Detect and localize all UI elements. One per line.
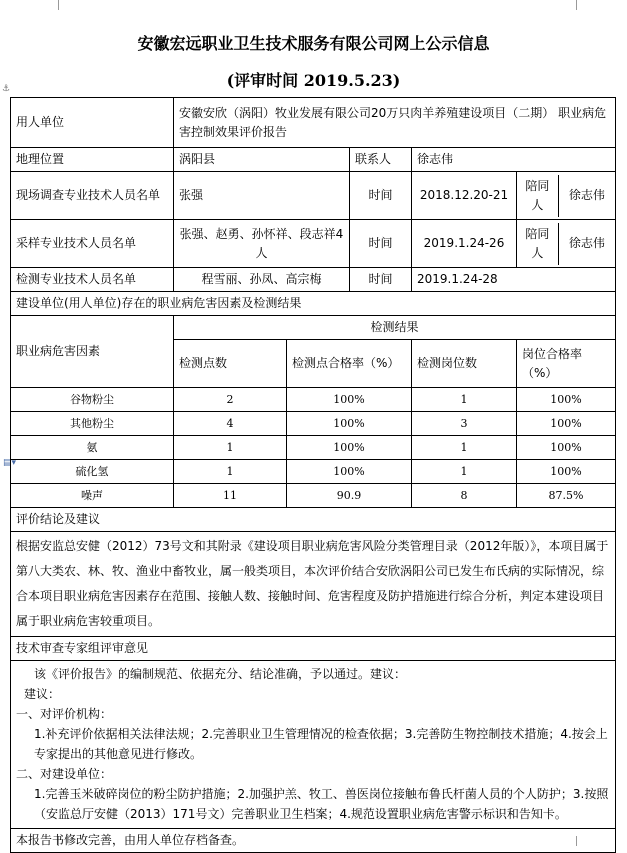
post-rate-cell: 100% <box>517 436 616 460</box>
posts-cell: 1 <box>412 388 517 412</box>
post-rate-cell: 100% <box>517 460 616 484</box>
points-cell: 1 <box>174 460 287 484</box>
detect-time-label: 时间 <box>350 268 412 292</box>
survey-label: 现场调查专业技术人员名单 <box>11 172 174 220</box>
col-posts-header: 检测岗位数 <box>412 340 517 388</box>
anchor-icon: ⚓ <box>2 84 11 94</box>
detect-value: 程雪丽、孙凤、高宗梅 <box>174 268 350 292</box>
survey-accompany-label: 陪同人 <box>517 175 558 217</box>
conclusion-text: 根据安监总安健（2012）73号文和其附录《建设项目职业病危害风险分类管理目录（2012年版）》，本项目属于第八大类农、林、牧、渔业中畜牧业，属一般类项目，本次评价结合安欣涡阳公司已发生布氏病的实际情况，综合本项目职业病危害因素存在范围、接触人数、接触时间、危害程度及防护措施进行综合分析，判定本建设项目属于职业病危害较重项目。 <box>11 532 616 637</box>
review-line-2: 建议： <box>24 687 61 701</box>
contact-label: 联系人 <box>350 148 412 172</box>
row-review-body <box>11 661 616 829</box>
row-conclusion-label <box>11 508 616 532</box>
row-geo <box>11 148 616 172</box>
row-result-header <box>11 316 616 340</box>
review-line-1: 该《评价报告》的编制规范、依据充分、结论准确，予以通过。建议： <box>34 667 407 681</box>
factor-cell: 硫化氢 <box>11 460 174 484</box>
post-rate-cell: 87.5% <box>517 484 616 508</box>
review-body <box>11 661 616 829</box>
result-header: 检测结果 <box>174 316 616 340</box>
post-rate-cell: 100% <box>517 388 616 412</box>
crop-mark-top-left <box>58 0 69 10</box>
points-cell: 11 <box>174 484 287 508</box>
row-conclusion-text <box>11 532 616 637</box>
factor-cell: 其他粉尘 <box>11 412 174 436</box>
sampling-accompany-cell <box>517 220 616 268</box>
row-final <box>11 829 616 853</box>
row-hazard-section <box>11 292 616 316</box>
point-rate-cell: 100% <box>287 412 412 436</box>
page-title: 安徽宏远职业卫生技术服务有限公司网上公示信息 <box>137 34 490 53</box>
survey-accompany-value: 徐志伟 <box>568 188 605 202</box>
table-row <box>11 436 616 460</box>
review-date-subtitle: (评审时间 2019.5.23) <box>226 71 401 90</box>
table-handle-icon[interactable]: ▤▾ <box>3 458 17 468</box>
point-rate-cell: 100% <box>287 436 412 460</box>
review-line-4: 1.补充评价依据相关法律法规；2.完善职业卫生管理情况的检查依据；3.完善防生物控制技术措施；4.按会上专家提出的其他意见进行修改。 <box>34 727 608 761</box>
hazard-section-label: 建设单位(用人单位)存在的职业病危害因素及检测结果 <box>11 292 616 316</box>
row-survey <box>11 172 616 220</box>
table-row <box>11 412 616 436</box>
posts-cell: 8 <box>412 484 517 508</box>
points-cell: 1 <box>174 436 287 460</box>
sampling-accompany-value: 徐志伟 <box>568 236 605 250</box>
row-sampling <box>11 220 616 268</box>
row-unit <box>11 98 616 148</box>
review-label: 技术审查专家组评审意见 <box>11 637 616 661</box>
point-rate-cell: 100% <box>287 388 412 412</box>
points-cell: 4 <box>174 412 287 436</box>
sampling-time: 2019.1.24-26 <box>412 220 517 268</box>
sampling-accompany-label: 陪同人 <box>517 223 558 265</box>
final-text: 本报告书修改完善，由用人单位存档备查。 <box>11 829 616 853</box>
review-line-5: 二、对建设单位： <box>16 767 113 781</box>
conclusion-label: 评价结论及建议 <box>11 508 616 532</box>
col-point-rate-header: 检测点合格率（%） <box>287 340 412 388</box>
survey-time-label: 时间 <box>350 172 412 220</box>
survey-value: 张强 <box>174 172 350 220</box>
sampling-time-label: 时间 <box>350 220 412 268</box>
unit-label: 用人单位 <box>11 98 174 148</box>
row-detect <box>11 268 616 292</box>
col-points-header: 检测点数 <box>174 340 287 388</box>
survey-accompany-cell <box>517 172 616 220</box>
posts-cell: 1 <box>412 460 517 484</box>
table-row <box>11 460 616 484</box>
unit-value: 安徽安欣（涡阳）牧业发展有限公司20万只肉羊养殖建设项目（二期） 职业病危害控制效果评价报告 <box>174 98 616 148</box>
sampling-value: 张强、赵勇、孙怀祥、段志祥4人 <box>174 220 350 268</box>
factor-cell: 谷物粉尘 <box>11 388 174 412</box>
factor-cell: 噪声 <box>11 484 174 508</box>
detect-label: 检测专业技术人员名单 <box>11 268 174 292</box>
factor-cell: 氨 <box>11 436 174 460</box>
review-line-3: 一、对评价机构： <box>16 707 113 721</box>
point-rate-cell: 90.9 <box>287 484 412 508</box>
crop-mark-top-right <box>566 0 577 10</box>
review-line-6: 1.完善玉米破碎岗位的粉尘防护措施；2.加强护羔、牧工、兽医岗位接触布鲁氏杆菌人员的个人防护；3.按照（安监总厅安健（2013）171号文）完善职业卫生档案；4.规范设置职业病危害警示标识和告知卡。 <box>34 787 609 821</box>
geo-value: 涡阳县 <box>174 148 350 172</box>
posts-cell: 1 <box>412 436 517 460</box>
contact-value: 徐志伟 <box>412 148 616 172</box>
col-post-rate-header: 岗位合格率（%） <box>517 340 616 388</box>
detect-time: 2019.1.24-28 <box>412 268 616 292</box>
survey-time: 2018.12.20-21 <box>412 172 517 220</box>
table-row <box>11 388 616 412</box>
geo-label: 地理位置 <box>11 148 174 172</box>
posts-cell: 3 <box>412 412 517 436</box>
table-row <box>11 484 616 508</box>
info-table <box>10 97 616 853</box>
post-rate-cell: 100% <box>517 412 616 436</box>
factor-header: 职业病危害因素 <box>11 316 174 388</box>
row-review-label <box>11 637 616 661</box>
point-rate-cell: 100% <box>287 460 412 484</box>
sampling-label: 采样专业技术人员名单 <box>11 220 174 268</box>
points-cell: 2 <box>174 388 287 412</box>
